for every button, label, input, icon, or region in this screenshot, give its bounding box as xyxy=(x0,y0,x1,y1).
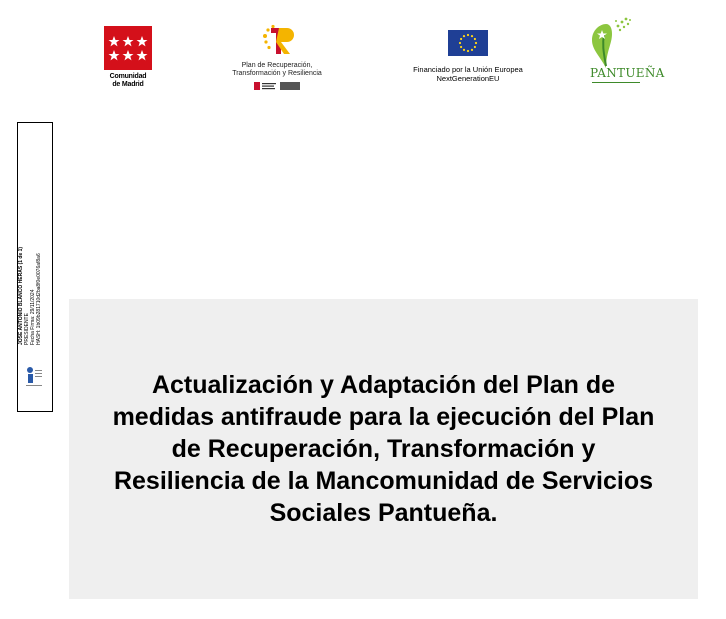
signature-stamp-text xyxy=(18,195,42,345)
union-europea-logo xyxy=(390,30,546,90)
plan-recuperacion-text: Plan de Recuperación, Transformación y Resiliencia xyxy=(232,62,322,77)
eu-financing-text: Financiado por la Unión Europea xyxy=(413,65,523,74)
prtr-mark-icon xyxy=(257,22,297,58)
comunidad-de-madrid-text: Comunidad de Madrid xyxy=(109,73,147,88)
pantuena-name: PANTUEÑA xyxy=(590,66,665,80)
madrid-flag-icon xyxy=(104,26,152,70)
signature-date: Fecha Firma: 29/11/2024 xyxy=(30,289,36,345)
document-title-box xyxy=(69,299,698,599)
pantuena-subtitle-graphic xyxy=(592,81,640,85)
spain-government-seal-icon xyxy=(208,82,346,92)
pantuena-logo xyxy=(578,16,665,88)
eu-flag-icon xyxy=(448,30,488,56)
eu-nextgeneration-text: NextGenerationEU xyxy=(436,74,500,83)
comunidad-de-madrid-logo xyxy=(100,26,156,96)
signature-role: PRESIDENTE xyxy=(24,313,30,345)
signature-signer: JOSE ANTONIO BLANCO HERAS (1 de 1) xyxy=(18,246,24,345)
plan-recuperacion-logo xyxy=(208,22,346,98)
mancomunidad-seal-icon xyxy=(24,364,44,390)
pantuena-tree-icon xyxy=(580,16,640,68)
signature-hash: HASH: 1b09b281710d2ba8f0e0076af8a6 xyxy=(36,253,42,345)
document-title: Actualización y Adaptación del Plan de medidas antifraude para la ejecución del Plan de Recuperación, Transformación y Resiliencia de la Mancomunidad de Servicios Sociales Pantueña. xyxy=(112,371,655,527)
